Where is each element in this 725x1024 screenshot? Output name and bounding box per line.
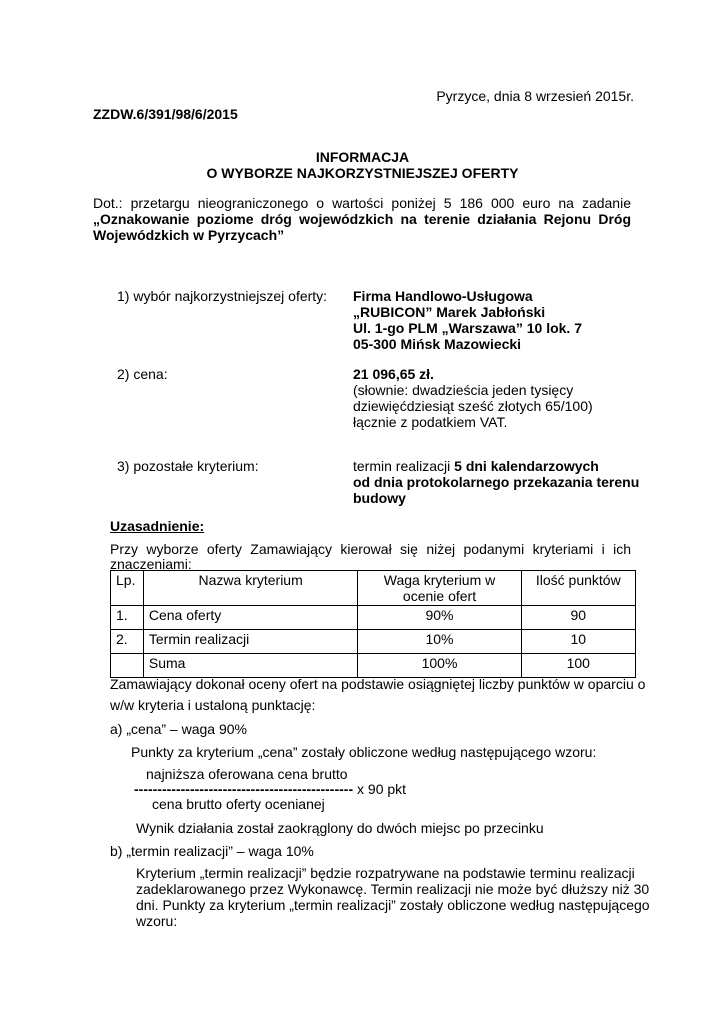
criterion-b-text: Kryterium „termin realizacji” będzie rozpatrywane na podstawie terminu realizacji [136, 865, 635, 881]
table-cell: 100% [358, 654, 521, 678]
place-date: Pyrzyce, dnia 8 wrzesień 2015r. [436, 88, 634, 104]
justification-intro: Przy wyborze oferty Zamawiający kierował się niżej podanymi kryteriami i ich [110, 541, 631, 557]
table-cell: 10 [521, 630, 635, 654]
formula-numerator: najniższa oferowana cena brutto [146, 766, 348, 782]
justification-intro: znaczeniami: [110, 556, 192, 572]
formula-divider: ----------------------------------------------- [134, 781, 354, 797]
item-1-line: 05-300 Mińsk Mazowiecki [353, 336, 522, 352]
reference-number: ZZDW.6/391/98/6/2015 [93, 106, 238, 122]
table-cell: 1. [111, 606, 144, 630]
criterion-a-description: Punkty za kryterium „cena” zostały obliczone według następującego wzoru: [131, 744, 597, 760]
header-cell: Lp. [111, 571, 144, 606]
subject-line-2: „Oznakowanie poziome dróg wojewódzkich na terenie działania Rejonu Dróg [93, 211, 631, 227]
subject-line-1: Dot.: przetargu nieograniczonego o wartości poniżej 5 186 000 euro na zadanie [93, 195, 631, 211]
item-1-line: Ul. 1-go PLM „Warszawa” 10 lok. 7 [353, 320, 582, 336]
criterion-b-text: dni. Punkty za kryterium „termin realizacji” zostały obliczone według następującego [136, 897, 650, 913]
criteria-table [110, 570, 636, 678]
formula-denominator: cena brutto oferty ocenianej [152, 796, 325, 812]
table-cell: 10% [358, 630, 521, 654]
subject-line-3: Wojewódzkich w Pyrzycach” [93, 227, 285, 243]
table-cell [111, 654, 144, 678]
table-cell: 2. [111, 630, 144, 654]
table-cell: Cena oferty [143, 606, 358, 630]
criterion-b-text: zadeklarowanego przez Wykonawcę. Termin realizacji nie może być dłuższy niż 30 [136, 881, 650, 897]
item-3-line: budowy [353, 490, 406, 506]
item-3-label: 3) pozostałe kryterium: [117, 458, 259, 474]
item-1-line: „RUBICON” Marek Jabłoński [353, 304, 546, 320]
item-2-label: 2) cena: [117, 366, 168, 382]
evaluation-text: w/w kryteria i ustaloną punktację: [110, 697, 316, 713]
price-value: 21 096,65 zł. [353, 366, 434, 382]
table-cell: 90 [521, 606, 635, 630]
item-3-line: od dnia protokolarnego przekazania terenu [353, 474, 640, 490]
page-title: INFORMACJA [315, 149, 410, 165]
header-cell: Ilość punktów [521, 571, 635, 606]
price-words: dziewięćdziesiąt sześć złotych 65/100) [353, 398, 593, 414]
page-subtitle: O WYBORZE NAJKORZYSTNIEJSZEJ OFERTY [206, 165, 519, 181]
criterion-a-label: a) „cena” – waga 90% [110, 721, 247, 737]
item-3-line: termin realizacji 5 dni kalendarzowych [353, 458, 599, 474]
header-cell: Waga kryterium w ocenie ofert [358, 571, 521, 606]
table-row [111, 630, 636, 654]
price-vat-note: łącznie z podatkiem VAT. [353, 414, 508, 430]
evaluation-text: Zamawiający dokonał oceny ofert na podstawie osiągniętej liczby punktów w oparciu o [110, 676, 646, 692]
item-1-line: Firma Handlowo-Usługowa [353, 288, 533, 304]
item-1-label: 1) wybór najkorzystniejszej oferty: [117, 288, 328, 304]
table-cell: Suma [143, 654, 358, 678]
table-row [111, 654, 636, 678]
table-header-row [111, 571, 636, 606]
price-words: (słownie: dwadzieścia jeden tysięcy [353, 382, 574, 398]
table-cell: 100 [521, 654, 635, 678]
header-cell: Nazwa kryterium [143, 571, 358, 606]
justification-heading: Uzasadnienie: [110, 518, 205, 534]
criterion-b-text: wzoru: [136, 913, 178, 929]
criterion-b-label: b) „termin realizacji” – waga 10% [110, 843, 314, 859]
table-cell: 90% [358, 606, 521, 630]
rounding-note: Wynik działania został zaokrąglony do dwóch miejsc po przecinku [136, 820, 544, 836]
table-row [111, 606, 636, 630]
table-cell: Termin realizacji [143, 630, 358, 654]
formula-multiplier: x 90 pkt [353, 781, 407, 797]
